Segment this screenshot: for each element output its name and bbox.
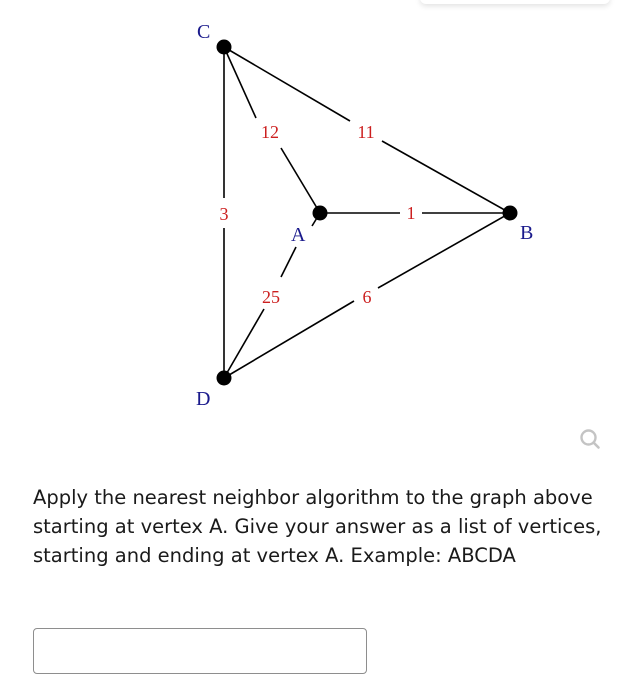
vertex-a-label: A <box>291 224 306 246</box>
answer-input[interactable] <box>33 628 367 674</box>
vertex-d-node <box>217 371 232 386</box>
search-icon[interactable] <box>578 427 602 451</box>
vertex-b-node <box>503 206 518 221</box>
vertex-c-node <box>217 40 232 55</box>
vertex-c-label: C <box>197 21 211 43</box>
vertex-a-node <box>313 206 328 221</box>
weight-a-d: 25 <box>262 287 280 307</box>
weight-d-b: 6 <box>362 287 372 307</box>
vertex-d-label: D <box>196 388 211 410</box>
weight-c-b: 11 <box>357 122 375 142</box>
weight-c-d: 3 <box>219 204 229 224</box>
vertex-b-label: B <box>520 222 534 244</box>
weight-c-a: 12 <box>261 122 279 142</box>
question-text: Apply the nearest neighbor algorithm to the graph above starting at vertex A. Give your answer as a list of vertices, starting and ending at vertex A. Example: ABCDA <box>33 486 602 567</box>
weight-a-b: 1 <box>406 203 416 223</box>
